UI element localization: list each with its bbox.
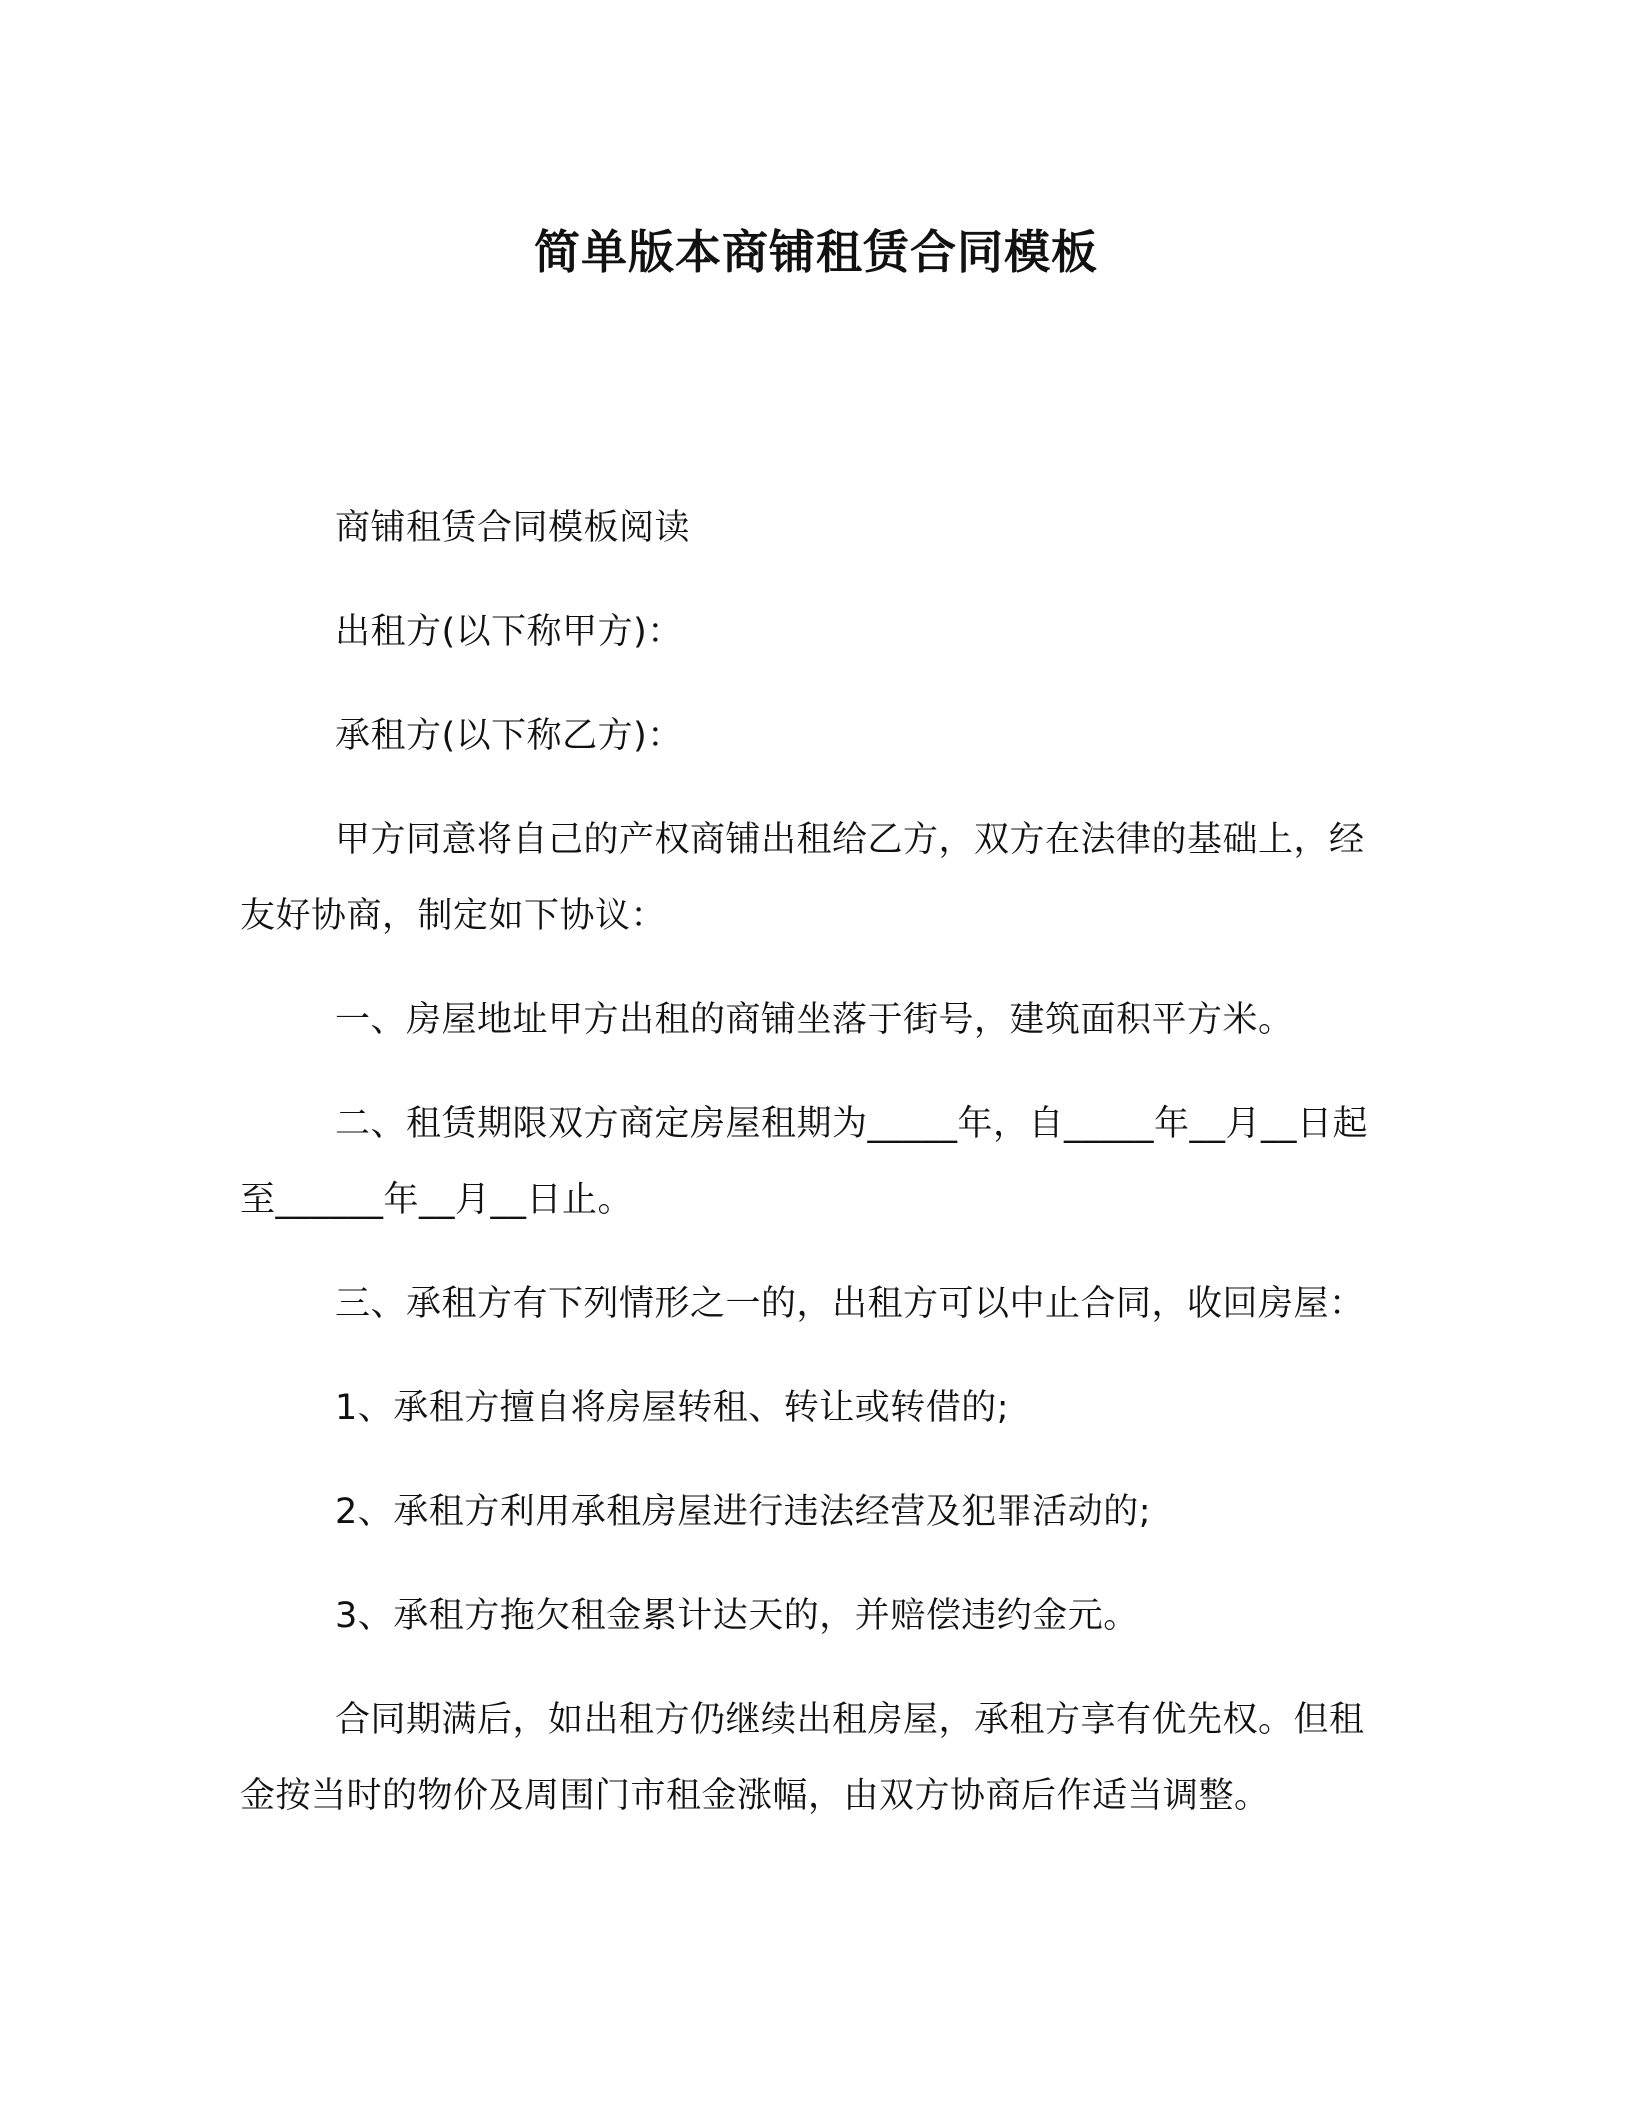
document-title: 简单版本商铺租赁合同模板 (534, 225, 1098, 279)
document-body (240, 490, 1395, 1862)
paragraph-item-1: 1、承租方擅自将房屋转租、转让或转借的; (335, 1388, 1010, 1428)
paragraph-renewal: 合同期满后，如出租方仍继续出租房屋，承租方享有优先权。但租金按当时的物价及周围门市租金涨幅，由双方协商后作适当调整。 (240, 1700, 1365, 1816)
paragraph-heading: 商铺租赁合同模板阅读 (335, 508, 691, 548)
paragraph-agreement-intro: 甲方同意将自己的产权商铺出租给乙方，双方在法律的基础上，经友好协商，制定如下协议： (240, 820, 1365, 936)
paragraph-item-2: 2、承租方利用承租房屋进行违法经营及犯罪活动的; (335, 1492, 1152, 1532)
paragraph-lessee: 承租方(以下称乙方)： (335, 716, 683, 756)
paragraph-clause-1-address: 一、房屋地址甲方出租的商铺坐落于街号，建筑面积平方米。 (335, 1000, 1294, 1040)
paragraph-clause-2-term: 二、租赁期限双方商定房屋租期为_____年，自_____年__月__日起至______年__月__日止。 (240, 1104, 1369, 1220)
paragraph-lessor: 出租方(以下称甲方)： (335, 612, 683, 652)
paragraph-item-3: 3、承租方拖欠租金累计达天的，并赔偿违约金元。 (335, 1596, 1139, 1636)
paragraph-clause-3-termination: 三、承租方有下列情形之一的，出租方可以中止合同，收回房屋： (335, 1284, 1365, 1324)
